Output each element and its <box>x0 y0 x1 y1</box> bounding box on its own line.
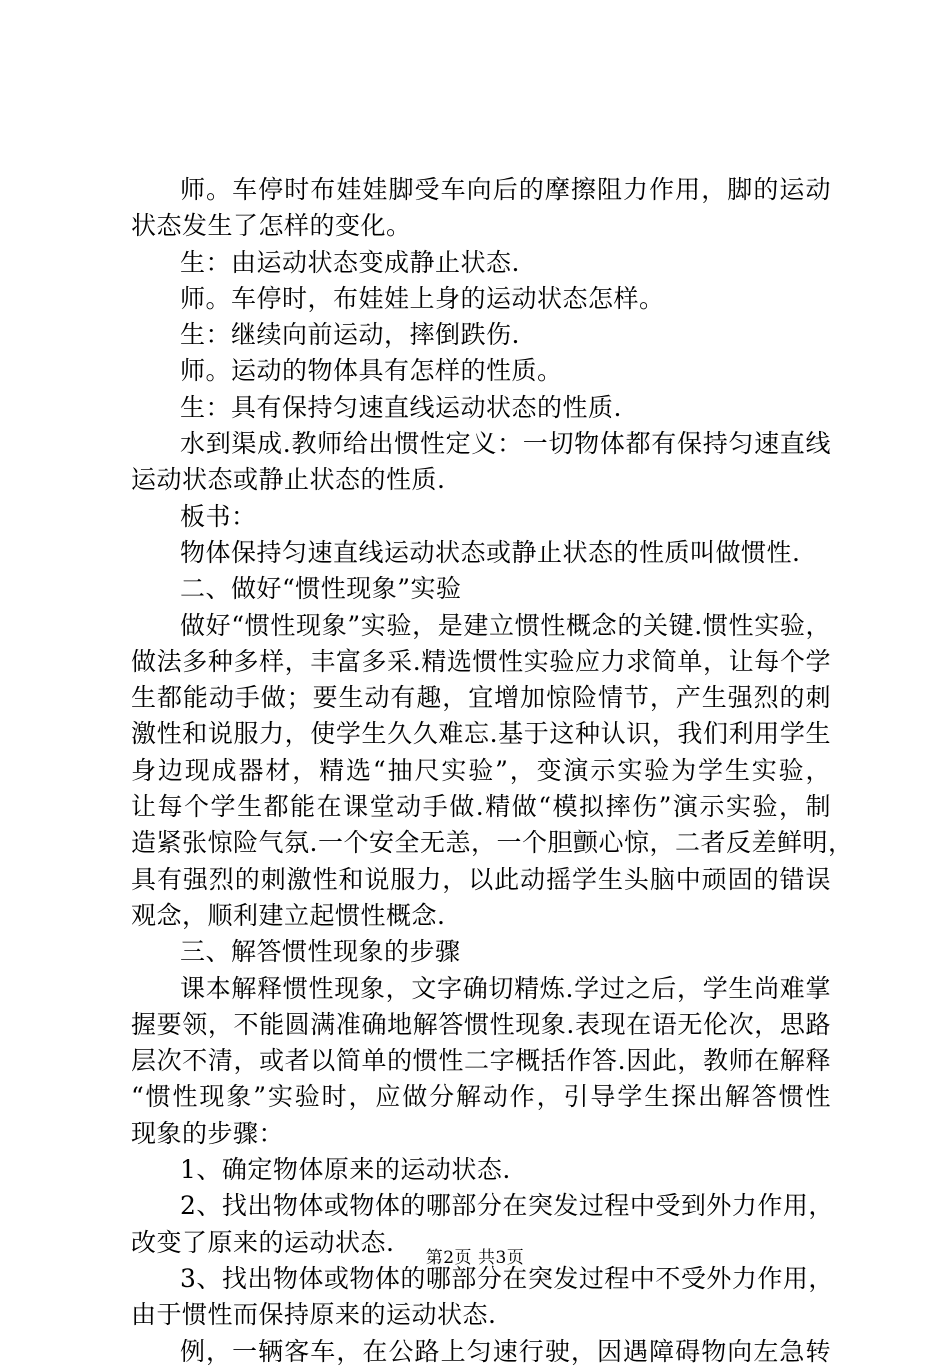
text-line: 课本解释惯性现象，文字确切精炼.学过之后，学生尚难掌 <box>180 973 831 1003</box>
text-line: “惯性现象”实验时，应做分解动作，引导学生探出解答惯性 <box>131 1082 831 1112</box>
text-line: 1、确定物体原来的运动状态. <box>180 1155 511 1185</box>
text-line: 观念，顺利建立起惯性概念. <box>131 900 446 930</box>
text-line: 改变了原来的运动状态. <box>131 1227 395 1257</box>
text-line: 由于惯性而保持原来的运动状态. <box>131 1300 497 1330</box>
text-line: 生都能动手做；要生动有趣，宜增加惊险情节，产生强烈的刺 <box>131 683 831 713</box>
text-line: 具有强烈的刺激性和说服力，以此动摇学生头脑中顽固的错误 <box>131 864 831 894</box>
text-line: 二、做好“惯性现象”实验 <box>180 574 462 604</box>
text-line: 生：具有保持匀速直线运动状态的性质. <box>180 392 622 422</box>
text-line: 做法多种多样，丰富多采.精选惯性实验应力求简单，让每个学 <box>131 646 831 676</box>
text-line: 师。运动的物体具有怎样的性质。 <box>180 356 563 386</box>
text-line: 生：由运动状态变成静止状态. <box>180 247 520 277</box>
document-body <box>131 172 854 1370</box>
text-line: 例，一辆客车，在公路上匀速行驶，因遇障碍物向左急转 <box>180 1336 831 1366</box>
text-line: 握要领，不能圆满准确地解答惯性现象.表现在语无伦次，思路 <box>131 1009 831 1039</box>
text-line: 三、解答惯性现象的步骤 <box>180 937 461 967</box>
text-line: 状态发生了怎样的变化。 <box>131 211 412 241</box>
page-footer: 第2页 共3页 <box>425 1248 525 1268</box>
text-line: 做好“惯性现象”实验，是建立惯性概念的关键.惯性实验， <box>180 610 831 640</box>
text-line: 板书： <box>180 501 257 531</box>
text-line: 生：继续向前运动，摔倒跌伤. <box>180 320 520 350</box>
text-line: 让每个学生都能在课堂动手做.精做“模拟摔伤”演示实验，制 <box>131 792 831 822</box>
text-line: 师。车停时，布娃娃上身的运动状态怎样。 <box>180 283 665 313</box>
text-line: 身边现成器材，精选“抽尺实验”，变演示实验为学生实验， <box>131 755 831 785</box>
text-line: 运动状态或静止状态的性质. <box>131 465 446 495</box>
text-line: 师。车停时布娃娃脚受车向后的摩擦阻力作用，脚的运动 <box>180 175 831 204</box>
text-line: 物体保持匀速直线运动状态或静止状态的性质叫做惯性. <box>180 537 801 567</box>
text-line: 3、找出物体或物体的哪部分在突发过程中不受外力作用， <box>180 1263 834 1293</box>
text-line: 激性和说服力，使学生久久难忘.基于这种认识，我们利用学生 <box>131 719 831 749</box>
text-line: 层次不清，或者以简单的惯性二字概括作答.因此，教师在解释 <box>131 1046 831 1076</box>
text-line: 2、找出物体或物体的哪部分在突发过程中受到外力作用， <box>180 1191 834 1221</box>
text-line: 水到渠成.教师给出惯性定义：一切物体都有保持匀速直线 <box>180 429 831 459</box>
text-line: 造紧张惊险气氛.一个安全无恙，一个胆颤心惊，二者反差鲜明， <box>131 828 854 858</box>
text-line: 现象的步骤： <box>131 1118 285 1148</box>
